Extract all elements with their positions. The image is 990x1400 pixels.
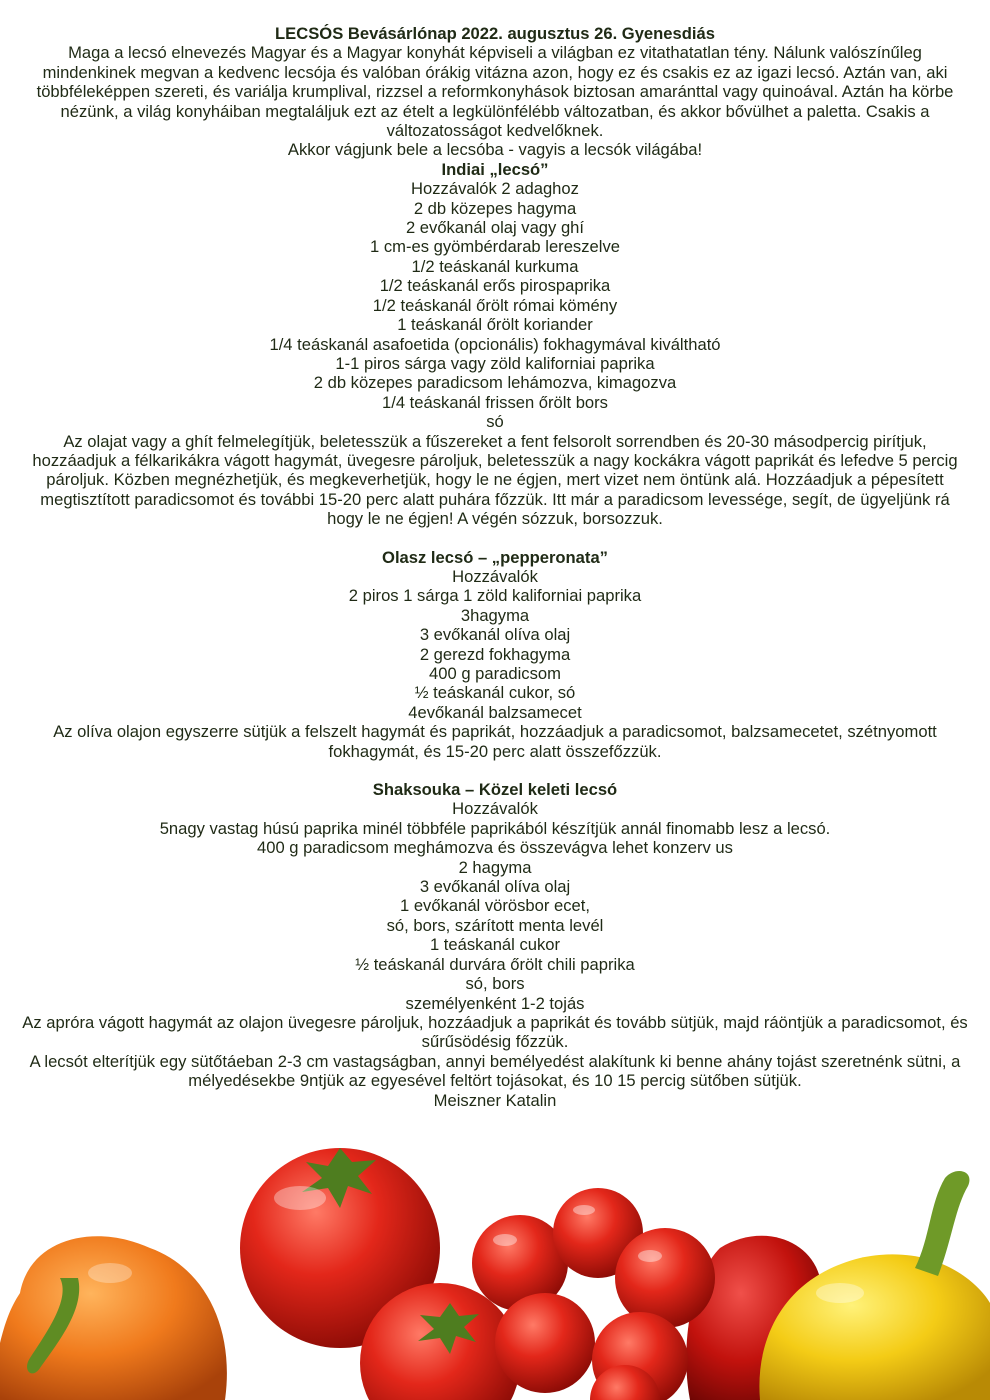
recipe-title-indian: Indiai „lecsó” <box>441 159 549 179</box>
author-name: Meiszner Katalin <box>433 1090 557 1110</box>
ingredient-item: só <box>486 412 504 432</box>
ingredient-item: 5nagy vastag húsú paprika minél többféle paprikából készítjük annál finomabb lesz a lecsó. <box>159 818 831 838</box>
spacer <box>22 529 968 548</box>
cherry-tomato <box>615 1228 715 1328</box>
ingredient-item: 1/2 teáskanál kurkuma <box>411 256 579 276</box>
yellow-pepper-stem <box>915 1171 969 1276</box>
ingredient-item: 2 db közepes hagyma <box>413 198 577 218</box>
intro-paragraph: Maga a lecsó elnevezés Magyar és a Magyar konyhát képviseli a világban ez vitathatatlan tény. Nálunk valószínűleg mindenkinek megvan a kedvenc lecsója és valóban órákig vitázna azon, hogy ez és csakis ez az igazi lecsó. Aztán van, aki többféleképpen szereti, és variálja krumplival, rizzsel a reformkonyhások biztosan amaránttal vagy quinoával. Aztán ha körbe nézünk, a világ konyháiban megtaláljuk ezt az ételt a legkülönfélébb változatban, és akkor bővülhet a paletta. Csakis a változatosságot kedvelőknek. <box>36 43 954 141</box>
ingredient-item: 1/2 teáskanál erős pirospaprika <box>379 276 611 296</box>
ingredient-item: 2 hagyma <box>458 857 532 877</box>
ingredient-item: só, bors <box>465 974 525 994</box>
ingredient-item: 400 g paradicsom meghámozva és összevágva lehet konzerv us <box>257 838 733 858</box>
ingredients-heading: Hozzávalók <box>452 566 538 586</box>
ingredients-heading: Hozzávalók 2 adaghoz <box>411 179 579 199</box>
ingredient-item: 1 cm-es gyömbérdarab lereszelve <box>370 237 620 257</box>
recipe-method: Az apróra vágott hagymát az olajon üvegesre pároljuk, hozzáadjuk a paprikát és tovább sütjük, majd ráöntjük a paradicsomot, és sűrűsödésig főzzük. <box>22 1012 968 1052</box>
ingredient-item: 1-1 piros sárga vagy zöld kaliforniai paprika <box>335 353 655 373</box>
ingredient-item: 2 piros 1 sárga 1 zöld kaliforniai paprika <box>348 586 642 606</box>
ingredients-heading: Hozzávalók <box>452 799 538 819</box>
ingredient-item: 1 teáskanál őrölt koriander <box>397 315 593 335</box>
ingredient-item: 3hagyma <box>460 605 530 625</box>
spacer <box>22 761 968 780</box>
ingredient-item: 400 g paradicsom <box>429 664 561 683</box>
recipe-title-italian: Olasz lecsó – „pepperonata” <box>382 547 608 567</box>
ingredient-item: 3 evőkanál olíva olaj <box>419 877 571 897</box>
ingredient-item: személyenként 1-2 tojás <box>405 993 585 1013</box>
intro-lead: Akkor vágjunk bele a lecsóba - vagyis a lecsók világába! <box>287 140 703 160</box>
recipe-method: Az olajat vagy a ghít felmelegítjük, beletesszük a fűszereket a fent felsorolt sorrendben és 20-30 másodpercig pirítjuk, hozzáadjuk a félkarikákra vágott hagymát, üvegesre pároljuk, beletesszük a nagy kockákra vágott paprikát és lefedve 5 percig pároljuk. Közben megnézhetjük, és megkeverhetjük, hogy le ne égjen, mert vizet nem öntünk alá. Hozzáadjuk a pépesített megtisztított paradicsomot és további 15-20 perc alatt puhára főzzük. Itt már a paradicsom levessége, segít, de ügyeljünk rá hogy le ne égjen! A végén sózzuk, borsozzuk. <box>32 431 958 529</box>
cherry-tomato <box>495 1293 595 1393</box>
ingredient-item: 1 evőkanál vörösbor ecet, <box>399 896 591 916</box>
ingredient-item: 1/2 teáskanál őrölt római kömény <box>372 295 618 315</box>
page-title: LECSÓS Bevásárlónap 2022. augusztus 26. Gyenesdiás <box>275 24 715 43</box>
ingredient-item: 2 db közepes paradicsom lehámozva, kimagozva <box>313 373 677 393</box>
ingredient-item: só, bors, szárított menta levél <box>386 915 604 935</box>
recipe-method: A lecsót elterítjük egy sütőtáeban 2-3 cm vastagságban, annyi bemélyedést alakítunk ki benne ahány tojást szeretnénk sütni, a mélyedésekbe 9ntjük az egyesével feltört tojásokat, és 10 15 percig sütőben sütjük. <box>29 1051 961 1091</box>
ingredient-item: ½ teáskanál durvára őrölt chili paprika <box>355 954 635 974</box>
recipe-title-shaksouka: Shaksouka – Közel keleti lecsó <box>372 780 618 800</box>
ingredient-item: 3 evőkanál olíva olaj <box>419 625 571 645</box>
ingredient-item: 1/4 teáskanál frissen őrölt bors <box>382 392 608 412</box>
vegetables-illustration <box>0 1128 990 1400</box>
ingredient-item: 1/4 teáskanál asafoetida (opcionális) fokhagymával kiváltható <box>269 334 721 354</box>
recipe-method: Az olíva olajon egyszerre sütjük a felszelt hagymát és paprikát, hozzáadjuk a paradicsomot, balzsamecetet, szétnyomott fokhagymát, és 15-20 perc alatt összefőzzük. <box>53 722 937 761</box>
document <box>22 24 968 1110</box>
ingredient-item: 4evőkanál balzsamecet <box>408 702 582 722</box>
ingredient-item: 1 teáskanál cukor <box>429 935 561 955</box>
ingredient-item: ½ teáskanál cukor, só <box>414 683 576 703</box>
ingredient-item: 2 gerezd fokhagyma <box>419 644 571 664</box>
ingredient-item: 2 evőkanál olaj vagy ghí <box>405 218 585 238</box>
orange-pepper <box>0 1236 227 1400</box>
